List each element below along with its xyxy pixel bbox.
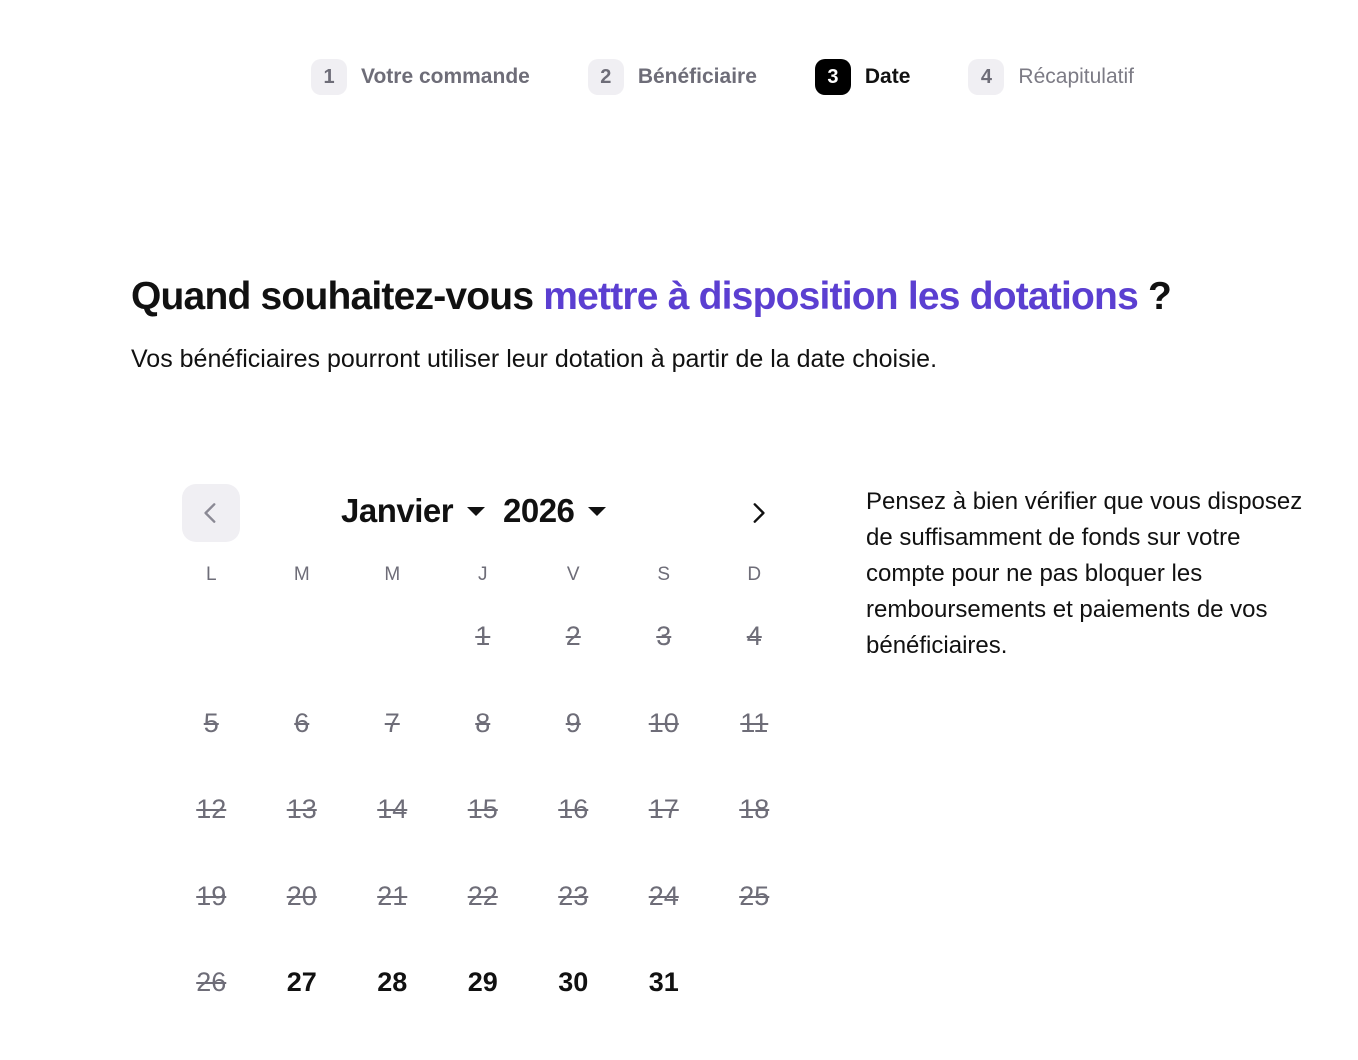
day-cell-disabled: 3: [656, 621, 672, 651]
day-cell-available[interactable]: 28: [377, 967, 408, 997]
day-cell-disabled: 26: [196, 967, 227, 997]
title-suffix: ?: [1137, 275, 1172, 318]
day-cell-disabled: 18: [739, 794, 770, 824]
step-label: Votre commande: [361, 65, 530, 88]
day-cell-disabled: 13: [286, 794, 317, 824]
weekday-label: M: [293, 564, 310, 585]
previous-month-button[interactable]: [182, 484, 240, 542]
day-cell-disabled: 9: [565, 707, 581, 738]
day-cell-available[interactable]: 27: [286, 967, 317, 997]
day-cell-disabled: 8: [475, 707, 491, 738]
day-cell-disabled: 20: [286, 880, 317, 911]
year-select[interactable]: [503, 492, 606, 530]
day-cell-disabled: 14: [377, 794, 408, 824]
weekday-label: L: [205, 564, 217, 585]
day-cell-disabled: 2: [565, 621, 581, 651]
day-cell-disabled: 5: [203, 707, 219, 738]
step-votre-commande[interactable]: [311, 59, 530, 95]
step-date[interactable]: [815, 59, 911, 95]
day-cell-disabled: 23: [558, 880, 589, 911]
day-cell-disabled: 6: [294, 707, 310, 738]
date-picker: [166, 484, 800, 1049]
day-cell-disabled: 25: [739, 880, 770, 911]
day-cell-disabled: 21: [377, 880, 408, 911]
step-number: 4: [968, 59, 1004, 95]
chevron-left-icon: [198, 500, 224, 526]
title-prefix: Quand souhaitez-vous: [131, 275, 544, 318]
next-month-button[interactable]: [729, 484, 787, 542]
day-cell-disabled: 4: [746, 621, 762, 651]
step-number: 3: [815, 59, 851, 95]
weekday-label: V: [566, 564, 580, 585]
weekday-row: [166, 560, 800, 590]
year-label: 2026: [503, 492, 575, 529]
day-cell-disabled: 24: [648, 880, 679, 911]
day-cell-disabled: 19: [196, 880, 227, 911]
step-number: 1: [311, 59, 347, 95]
weekday-label: J: [478, 564, 488, 585]
step-label: Date: [864, 65, 911, 88]
day-cell-disabled: 22: [467, 880, 498, 911]
step-recapitulatif[interactable]: [968, 59, 1134, 95]
month-select[interactable]: [341, 492, 485, 530]
day-cell-disabled: 10: [648, 707, 679, 738]
funds-reminder-note: Pensez à bien vérifier que vous disposez de suffisamment de fonds sur votre compte pour ne pas bloquer les remboursements et paiements de vos bénéficiaires.: [866, 488, 1303, 659]
days-grid: [166, 616, 800, 1049]
stepper: [311, 58, 1134, 96]
step-label: Bénéficiaire: [637, 65, 757, 88]
day-cell-available[interactable]: 29: [467, 967, 498, 997]
caret-down-icon: [588, 507, 606, 516]
day-cell-disabled: 17: [648, 794, 679, 824]
chevron-right-icon: [745, 500, 771, 526]
caret-down-icon: [467, 507, 485, 516]
day-cell-available[interactable]: 31: [648, 967, 679, 997]
weekday-label: D: [747, 564, 762, 585]
weekday-label: S: [657, 564, 671, 585]
page-subtitle: Vos bénéficiaires pourront utiliser leur dotation à partir de la date choisie.: [131, 345, 938, 373]
title-accent: mettre à disposition les dotations: [543, 275, 1138, 318]
day-cell-disabled: 16: [558, 794, 589, 824]
day-cell-disabled: 7: [384, 707, 400, 738]
day-cell-disabled: 12: [196, 794, 227, 824]
step-number: 2: [588, 59, 624, 95]
page-title: [131, 275, 1171, 319]
step-beneficiaire[interactable]: [588, 59, 757, 95]
day-cell-disabled: 11: [740, 707, 769, 738]
day-cell-disabled: 1: [475, 621, 491, 651]
day-cell-disabled: 15: [467, 794, 498, 824]
month-label: Janvier: [341, 492, 454, 529]
calendar-header: [166, 484, 800, 542]
step-label: Récapitulatif: [1018, 65, 1134, 88]
weekday-label: M: [384, 564, 401, 585]
day-cell-available[interactable]: 30: [558, 967, 589, 997]
